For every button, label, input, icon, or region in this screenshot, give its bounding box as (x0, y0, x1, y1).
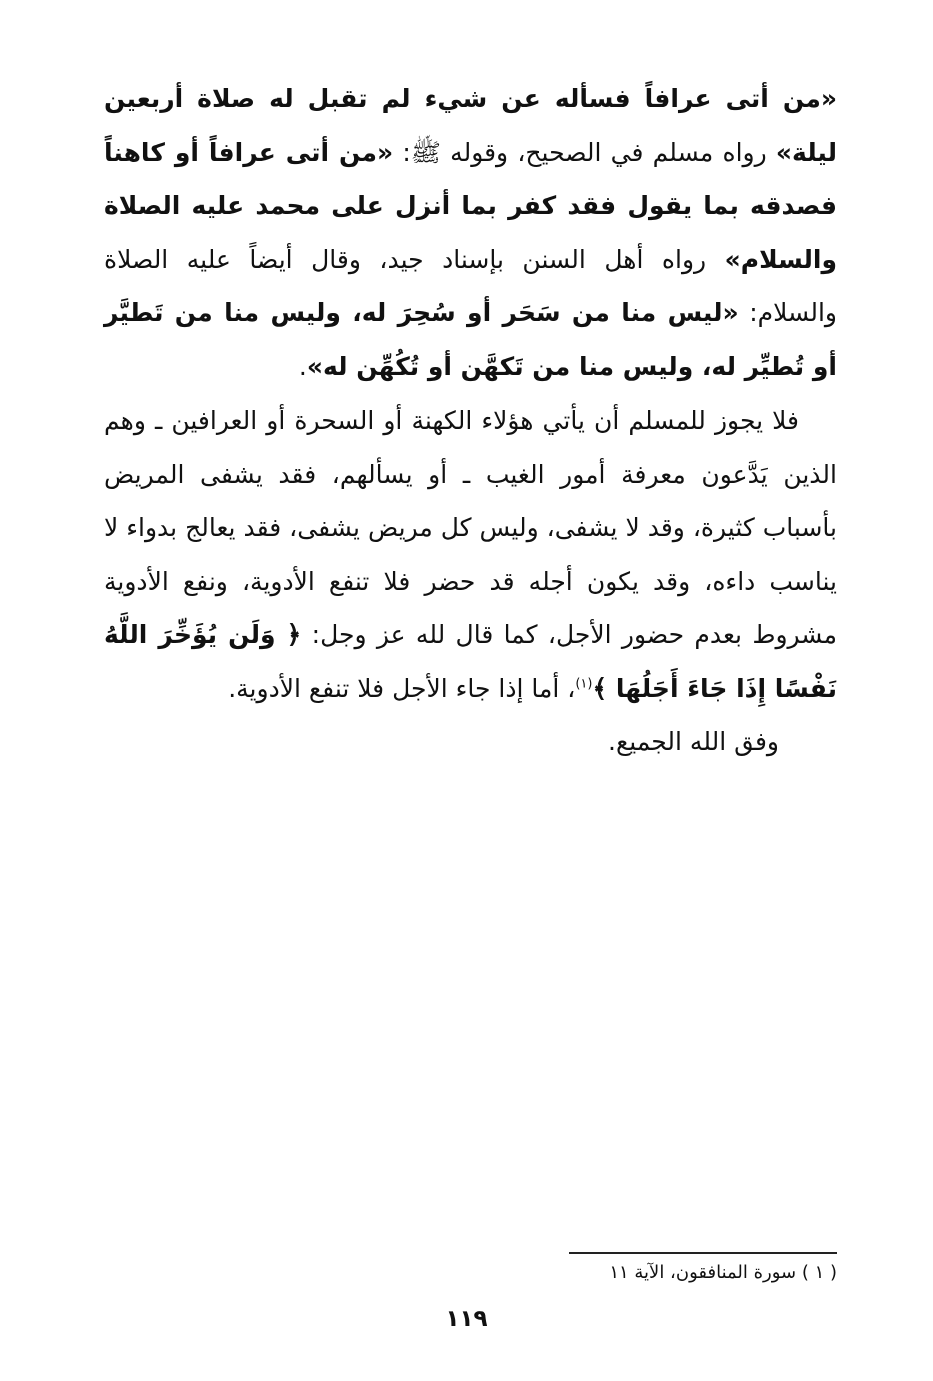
paragraph-text: فلا يجوز للمسلم أن يأتي هؤلاء الكهنة أو السحرة أو العرافين ـ وهم الذين يَدَّعون معرفة أمور الغيب ـ أو يسألهم، فقد يشفى المريض بأسباب كثيرة، وقد لا يشفى، وليس كل مريض يشفى، فقد يعالج بدواء لا يناسب داءه، وقد يكون أجله قد حضر فلا تنفع الأدوية، ونفع الأدوية مشروط بعدم حضور الأجل، كما قال لله عز وجل: (104, 406, 838, 649)
paragraph-ruling (104, 394, 837, 715)
paragraph-text: رواه أهل السنن بإسناد جيد، وقال أيضاً عليه الصلاة والسلام: (104, 244, 837, 327)
hadith-quote-3: «ليس منا من سَحَر أو سُحِرَ له، وليس منا من تَطيَّر أو تُطيِّر له، وليس منا من تَكهَّن أو تُكُهِّن له» (104, 298, 837, 381)
paragraph-text: . (298, 351, 307, 381)
hadith-quote-1: «من أتى عرافاً فسأله عن شيء لم تقبل له صلاة أربعين ليلة» (104, 84, 837, 167)
page-number: ١١٩ (445, 1306, 488, 1332)
footnote-divider (569, 1252, 837, 1254)
paragraph-text: ، أما إذا جاء الأجل فلا تنفع الأدوية. (228, 673, 576, 703)
quran-verse: ﴿ وَلَن يُؤَخِّرَ اللَّهُ نَفْسًا إِذَا جَاءَ أَجَلُهَا ﴾ (104, 620, 837, 703)
hadith-quote-2: «من أتى عرافاً أو كاهناً فصدقه بما يقول فقد كفر بما أنزل على محمد عليه الصلاة والسلام» (104, 137, 837, 274)
paragraph-text: رواه مسلم في الصحيح، وقوله ﷺ: (393, 137, 776, 167)
footnote: ( ١ ) سورة المنافقون، الآية ١١ (609, 1262, 837, 1283)
closing-line: وفق الله الجميع. (608, 727, 779, 756)
page-body (104, 72, 837, 1381)
footnote-reference: (١) (575, 676, 593, 692)
paragraph-hadith-quotes (104, 72, 837, 393)
